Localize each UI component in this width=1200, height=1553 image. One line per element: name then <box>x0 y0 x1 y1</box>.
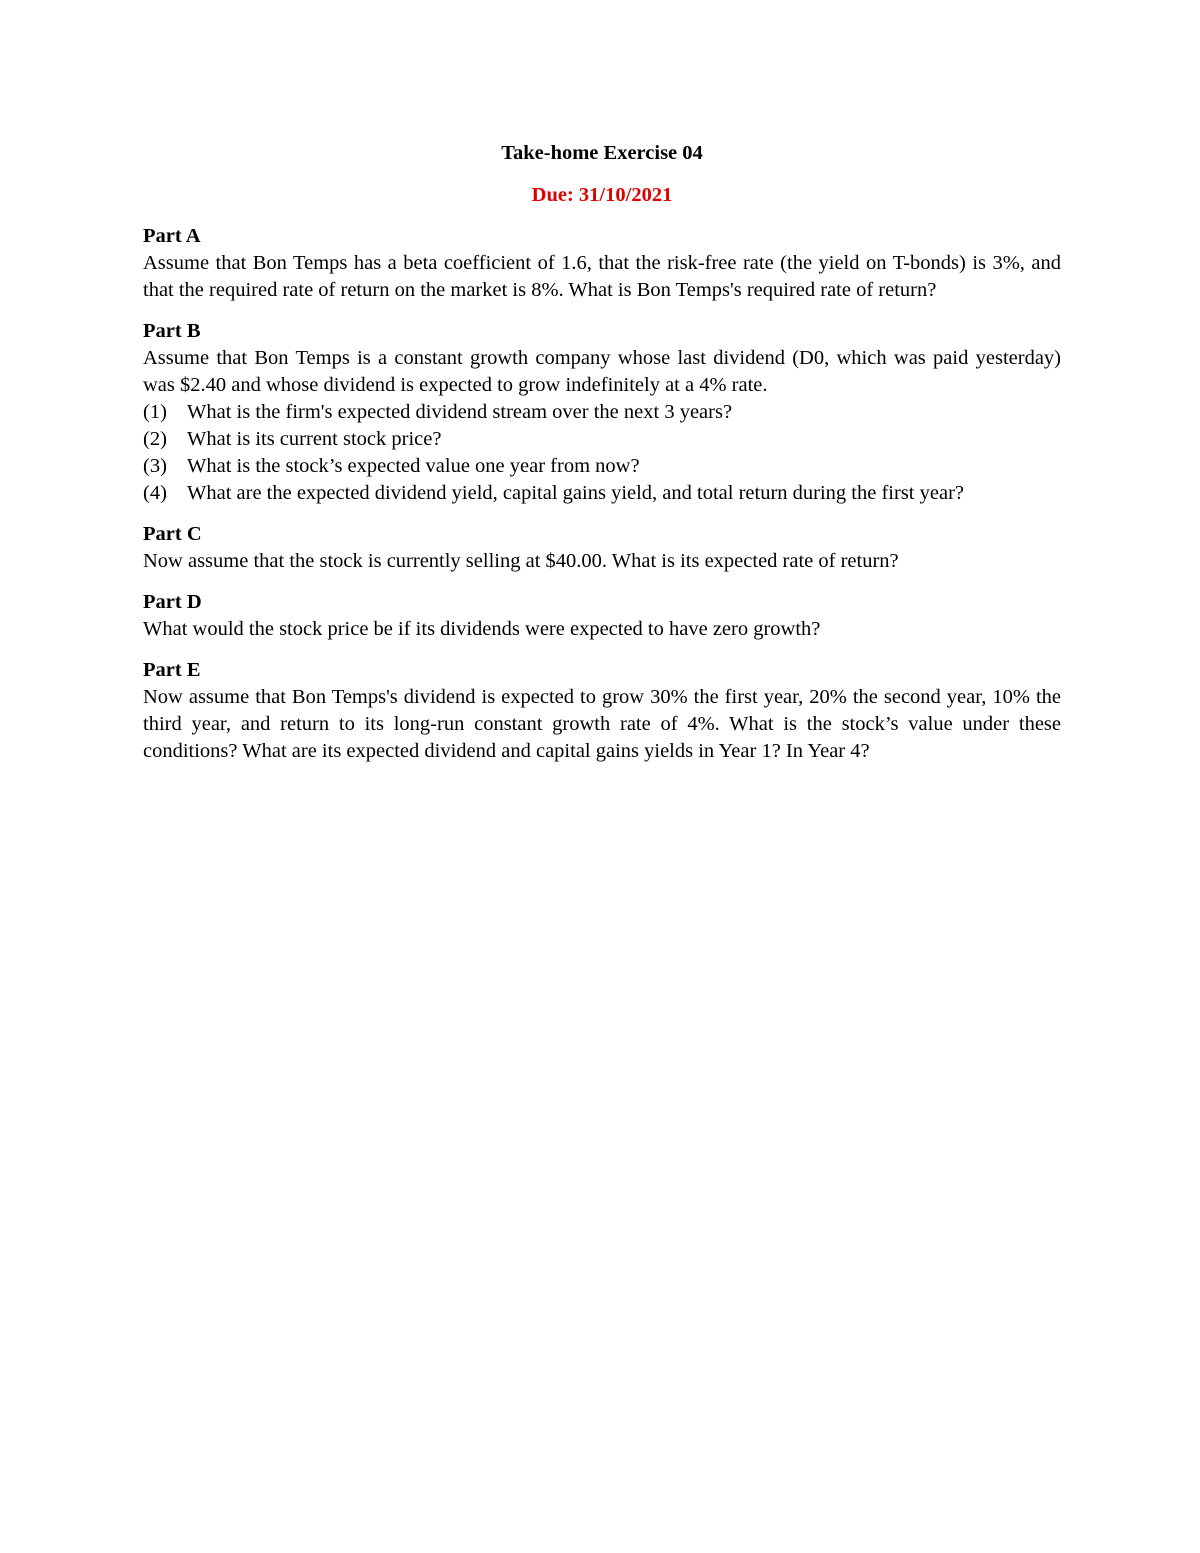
section-heading: Part E <box>143 659 201 681</box>
question-number: (1) <box>143 401 167 423</box>
question-number: (4) <box>143 482 167 504</box>
section-part-b <box>143 318 1061 507</box>
section-heading: Part D <box>143 591 202 613</box>
section-heading: Part A <box>143 225 201 247</box>
section-body: Now assume that the stock is currently selling at $40.00. What is its expected rate of return? <box>143 550 899 572</box>
question-item <box>143 399 1061 426</box>
section-heading: Part B <box>143 320 201 342</box>
question-text: What is its current stock price? <box>187 428 442 450</box>
question-list <box>143 399 1061 507</box>
question-item <box>143 426 1061 453</box>
section-heading: Part C <box>143 523 202 545</box>
section-part-d <box>143 589 1061 643</box>
question-item <box>143 480 1061 507</box>
section-part-c <box>143 521 1061 575</box>
due-date: Due: 31/10/2021 <box>531 184 673 206</box>
question-number: (3) <box>143 455 167 477</box>
question-text: What are the expected dividend yield, capital gains yield, and total return during the first year? <box>187 482 964 504</box>
question-text: What is the firm's expected dividend stream over the next 3 years? <box>187 401 733 423</box>
section-part-a <box>143 223 1061 304</box>
question-text: What is the stock’s expected value one year from now? <box>187 455 640 477</box>
document-title: Take-home Exercise 04 <box>501 142 703 164</box>
section-body: Assume that Bon Temps has a beta coefficient of 1.6, that the risk-free rate (the yield on T-bonds) is 3%, and that the required rate of return on the market is 8%. What is Bon Temps's required rate of return? <box>143 252 1061 301</box>
section-body: What would the stock price be if its dividends were expected to have zero growth? <box>143 618 821 640</box>
section-part-e <box>143 657 1061 765</box>
question-number: (2) <box>143 428 167 450</box>
section-body: Assume that Bon Temps is a constant growth company whose last dividend (D0, which was paid yesterday) was $2.40 and whose dividend is expected to grow indefinitely at a 4% rate. <box>143 347 1061 396</box>
document-content <box>143 140 1061 765</box>
question-item <box>143 453 1061 480</box>
section-body: Now assume that Bon Temps's dividend is expected to grow 30% the first year, 20% the second year, 10% the third year, and return to its long-run constant growth rate of 4%. What is the stock’s value under these conditions? What are its expected dividend and capital gains yields in Year 1? In Year 4? <box>143 686 1061 762</box>
